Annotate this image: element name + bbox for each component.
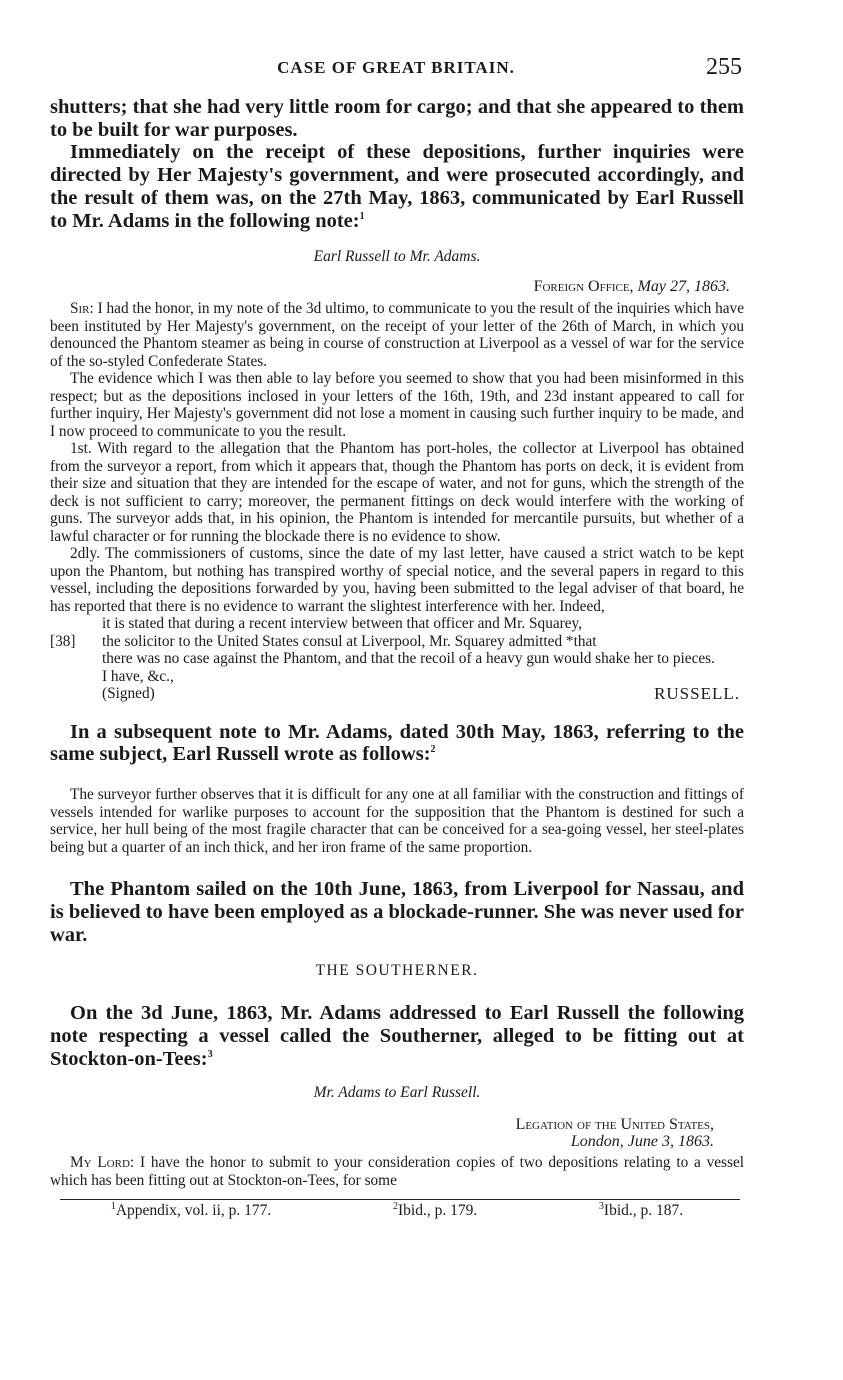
letter-para-3: 1st. With regard to the allegation that the Phantom has port-holes, the collector at Liverpool has obtained from the surveyor a report, from which it appears that, though the Phantom has ports on deck, it is evident from their size and situation that they are intended for the escape of water, and not for guns, which the strength of the deck is not sufficient to carry; moreover, the permanent fittings on deck would interfere with the working of guns. The surveyor adds that, in his opinion, the Phantom is intended for mercantile pursuits, but whether of a lawful character or for running the blockade there is no evidence to show. — [50, 440, 744, 545]
footnote-1 — [111, 1202, 271, 1220]
footnote-number: 3 — [598, 1201, 604, 1213]
footnote-2 — [393, 1202, 477, 1220]
signed-label: (Signed) — [102, 685, 155, 703]
paragraph-southerner — [50, 1002, 744, 1070]
paragraph-phantom-sailed: The Phantom sailed on the 10th June, 1863, from Liverpool for Nassau, and is believed to have been employed as a blockade-runner. She was never used for war. — [50, 878, 744, 946]
dateline-date: May 27, 1863. — [637, 278, 730, 296]
section-heading: THE SOUTHERNER. — [315, 962, 479, 980]
letter-para-1-text: : I had the honor, in my note of the 3d ultimo, to communicate to you the result of the inquiries which have been instituted by Her Majesty's government, on the receipt of your letter of the 26th of March, in which you denounced the Phantom steamer as being in course of construction at Liverpool as a vessel of war for the service of the so-styled Confederate States. — [50, 300, 744, 370]
running-title: CASE OF GREAT BRITAIN. — [277, 58, 515, 77]
paragraph-inquiries — [50, 141, 744, 232]
footnote-number: 2 — [392, 1201, 398, 1213]
footnote-text: Ibid., p. 179. — [397, 1202, 478, 1220]
footnote-ref-3: 3 — [207, 1048, 213, 1060]
signature-line — [50, 685, 744, 703]
letter-para-4a: 2dly. The commissioners of customs, since the date of my last letter, have caused a strict watch to be kept upon the Phantom, but nothing has transpired worthy of special notice, and the several papers in regard to this vessel, including the depositions forwarded by you, having been submitted to the legal adviser of that board, he has reported that there is no evidence to warrant the slightest interference with her. Indeed, — [50, 545, 744, 615]
letter-para-4d: there was no case against the Phantom, and that the recoil of a heavy gun would shake her to pieces. — [102, 650, 715, 668]
footnote-ref-2: 2 — [430, 744, 436, 756]
margin-page-marker: [38] — [50, 632, 76, 650]
page-body — [50, 96, 744, 1220]
letter-closing: I have, &c., — [102, 667, 174, 685]
quoted-passage: The surveyor further observes that it is difficult for any one at all familiar with the construction and fittings of vessels intended for warlike purposes to account for the supposition that the Phantom is destined for such a service, her hull being of the most fragile character that can be conceived for a sea-going vessel, her steel-plates being but a quarter of an inch thick, and her iron frame of the same proportion. — [50, 786, 744, 856]
footnote-text: Ibid., p. 187. — [603, 1202, 684, 1220]
paragraph-text: In a subsequent note to Mr. Adams, dated 30th May, 1863, referring to the same subject, Earl Russell wrote as follows: — [50, 720, 744, 766]
letter-body — [50, 300, 744, 703]
letter2-para-1 — [50, 1154, 744, 1189]
letter2-dateline — [50, 1116, 744, 1150]
footnote-3 — [599, 1202, 683, 1220]
footnote-ref-1: 1 — [359, 210, 365, 222]
dateline-place-date: London, June 3, 1863. — [570, 1133, 714, 1151]
footnote-number: 1 — [110, 1201, 116, 1213]
salutation: My Lord — [70, 1154, 130, 1172]
letter-para-4c — [50, 633, 744, 651]
letter-para-4b: it is stated that during a recent interview between that officer and Mr. Squarey, — [102, 615, 582, 633]
letter2-heading: Mr. Adams to Earl Russell. — [313, 1084, 481, 1102]
paragraph-text: On the 3d June, 1863, Mr. Adams addressed to Earl Russell the following note respecting a vessel called the Southerner, alleged to be fitting out at Stockton-on-Tees: — [50, 1002, 744, 1070]
letter-para-1 — [50, 300, 744, 370]
signature-name: RUSSELL. — [654, 684, 740, 704]
salutation: Sir — [70, 300, 90, 318]
paragraph-continuation: shutters; that she had very little room for cargo; and that she appeared to them to be built for war purposes. — [50, 96, 744, 141]
footnote-text: Appendix, vol. ii, p. 177. — [115, 1202, 272, 1220]
dateline-office: Foreign Office, — [533, 278, 634, 296]
footnotes — [50, 1200, 744, 1220]
paragraph-subsequent-note — [50, 721, 744, 766]
page-header — [50, 54, 742, 82]
page-number: 255 — [706, 54, 742, 80]
dateline-office: Legation of the United States, — [515, 1116, 714, 1134]
letter-para-4c-text: the solicitor to the United States consul at Liverpool, Mr. Squarey admitted *that — [102, 632, 597, 650]
letter-para-2: The evidence which I was then able to lay before you seemed to show that you had been misinformed in this respect; but as the depositions inclosed in your letters of the 16th, 19th, and 23d instant appeared to call for further inquiry, Her Majesty's government did not lose a moment in causing such further inquiry to be made, and I now proceed to communicate to you the result. — [50, 370, 744, 440]
letter-heading: Earl Russell to Mr. Adams. — [313, 248, 481, 266]
letter-dateline — [50, 278, 744, 296]
letter2-para-1-text: : I have the honor to submit to your consideration copies of two depositions relating to a vessel which has been fitting out at Stockton-on-Tees, for some — [50, 1154, 744, 1189]
paragraph-text: Immediately on the receipt of these depositions, further inquiries were directed by Her Majesty's government, and were prosecuted accordingly, and the result of them was, on the 27th May, 1863, communicated by Earl Russell to Mr. Adams in the following note: — [50, 141, 744, 232]
